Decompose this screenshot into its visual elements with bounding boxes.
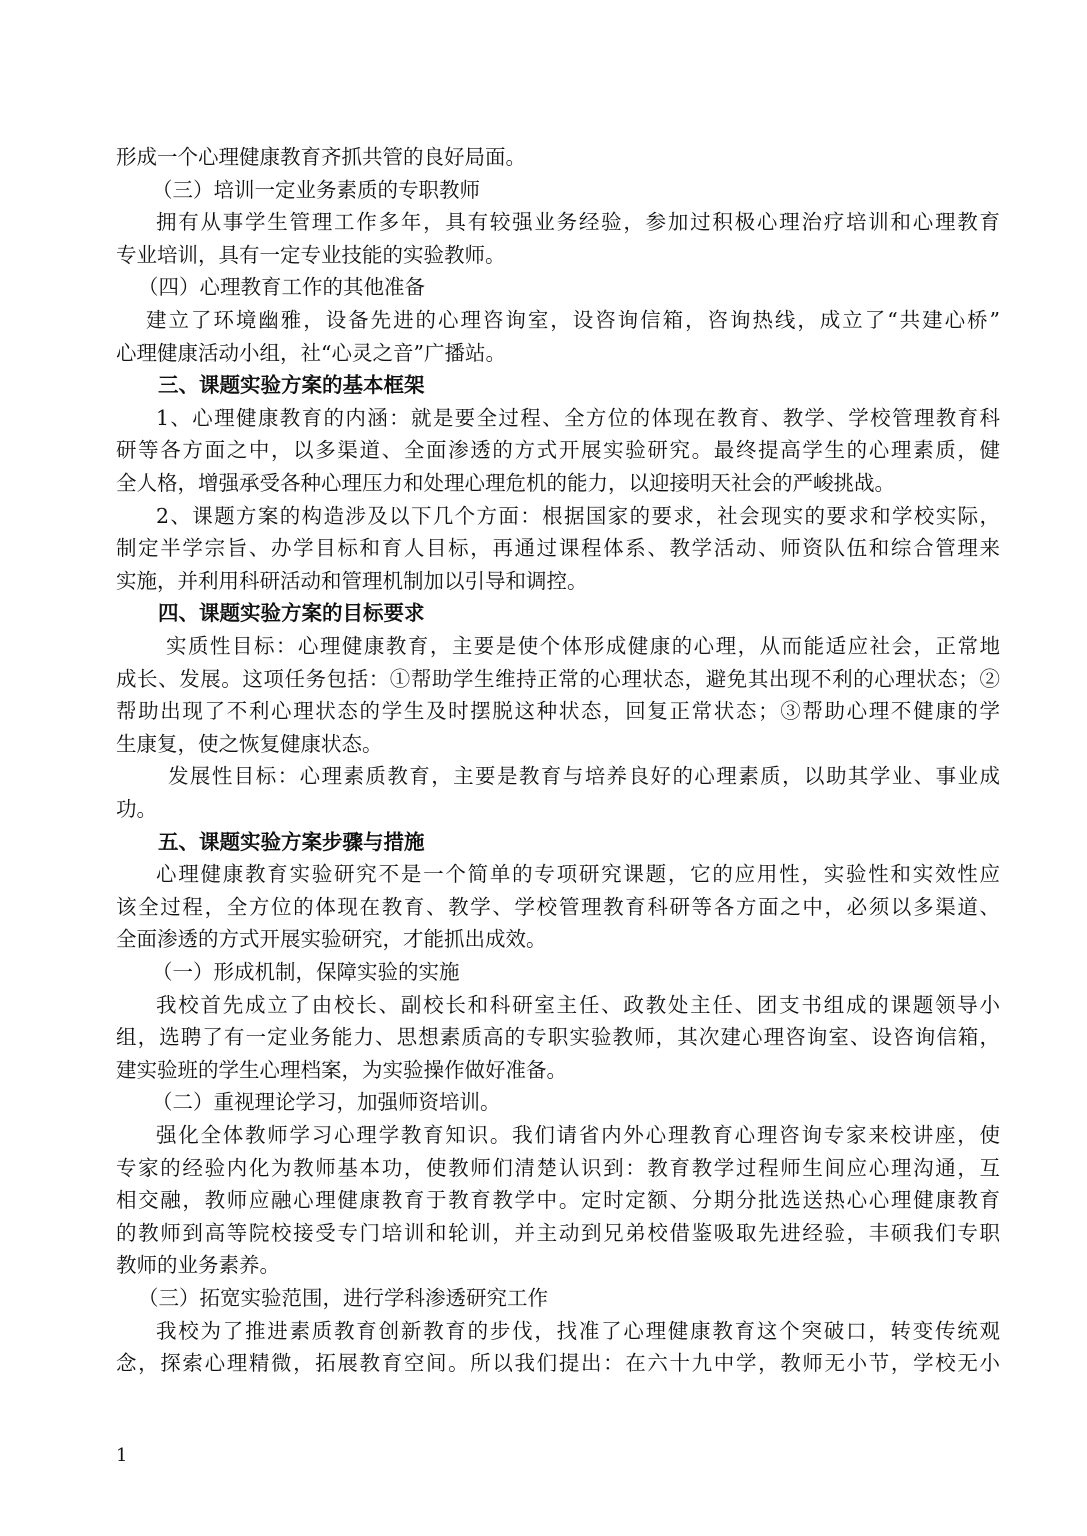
text-line: 成长、发展。这项任务包括：①帮助学生维持正常的心理状态，避免其出现不利的心理状态；② (116, 666, 1000, 691)
text-line: （一）形成机制，保障实验的实施 (152, 960, 460, 984)
text-line: 建实验班的学生心理档案，为实验操作做好准备。 (116, 1057, 567, 1082)
text-line: 全人格，增强承受各种心理压力和处理心理危机的能力，以迎接明天社会的严峻挑战。 (116, 471, 895, 495)
text-line: 拥有从事学生管理工作多年，具有较强业务经验，参加过积极心理治疗培训和心理教育 (156, 210, 1000, 235)
text-line: 形成一个心理健康教育齐抓共管的良好局面。 (116, 145, 526, 169)
text-line: 该全过程，全方位的体现在教育、教学、学校管理教育科研等各方面之中，必须以多渠道、 (116, 894, 1000, 919)
text-line: 发展性目标：心理素质教育，主要是教育与培养良好的心理素质，以助其学业、事业成 (168, 764, 1000, 789)
section-heading: 五、课题实验方案步骤与措施 (158, 829, 425, 854)
text-line: （二）重视理论学习，加强师资培训。 (152, 1090, 501, 1115)
text-line: （三）拓宽实验范围，进行学科渗透研究工作 (138, 1286, 548, 1310)
text-line: 我校首先成立了由校长、副校长和科研室主任、政教处主任、团支书组成的课题领导小 (156, 992, 1000, 1017)
text-line: 强化全体教师学习心理学教育知识。我们请省内外心理教育心理咨询专家来校讲座，使 (156, 1123, 1000, 1147)
text-line: 制定半学宗旨、办学目标和育人目标，再通过课程体系、教学活动、师资队伍和综合管理来 (116, 536, 1000, 561)
text-line: 建立了环境幽雅，设备先进的心理咨询室，设咨询信箱，咨询热线，成立了“共建心桥” (146, 308, 1000, 332)
text-line: 心理健康活动小组，社“心灵之音”广播站。 (116, 340, 506, 365)
text-line: 2、课题方案的构造涉及以下几个方面：根据国家的要求，社会现实的要求和学校实际， (156, 503, 1000, 528)
text-line: 心理健康教育实验研究不是一个简单的专项研究课题，它的应用性，实验性和实效性应 (156, 862, 1000, 887)
text-line: 教师的业务素养。 (116, 1253, 280, 1278)
text-line: 专业培训，具有一定专业技能的实验教师。 (116, 242, 506, 267)
text-line: 帮助出现了不利心理状态的学生及时摆脱这种状态，回复正常状态；③帮助心理不健康的学 (116, 699, 1000, 724)
text-line: 功。 (116, 797, 157, 821)
section-heading: 四、课题实验方案的目标要求 (158, 601, 425, 626)
text-line: 1、心理健康教育的内涵：就是要全过程、全方位的体现在教育、教学、学校管理教育科 (156, 405, 1000, 430)
text-line: 的教师到高等院校接受专门培训和轮训，并主动到兄弟校借鉴吸取先进经验，丰硕我们专职 (116, 1220, 1000, 1245)
text-line: 实质性目标：心理健康教育，主要是使个体形成健康的心理，从而能适应社会，正常地 (166, 634, 1000, 658)
text-line: 专家的经验内化为教师基本功，使教师们清楚认识到：教育教学过程师生间应心理沟通，互 (116, 1155, 1000, 1180)
text-line: 念，探索心理精微，拓展教育空间。所以我们提出：在六十九中学，教师无小节，学校无小 (116, 1351, 1000, 1376)
text-line: 研等各方面之中，以多渠道、全面渗透的方式开展实验研究。最终提高学生的心理素质，健 (116, 438, 1000, 463)
text-line: 生康复，使之恢复健康状态。 (116, 731, 383, 756)
text-line: 全面渗透的方式开展实验研究，才能抓出成效。 (116, 927, 547, 952)
text-line: 实施，并利用科研活动和管理机制加以引导和调控。 (116, 568, 588, 593)
text-line: （三）培训一定业务素质的专职教师 (152, 177, 480, 202)
section-heading: 三、课题实验方案的基本框架 (158, 373, 425, 398)
text-line: 组，选聘了有一定业务能力、思想素质高的专职实验教师，其次建心理咨询室、设咨询信箱， (116, 1025, 1000, 1050)
text-line: （四）心理教育工作的其他准备 (138, 275, 425, 300)
text-line: 我校为了推进素质教育创新教育的步伐，找准了心理健康教育这个突破口，转变传统观 (156, 1318, 1000, 1343)
text-line: 相交融，教师应融心理健康教育于教育教学中。定时定额、分期分批选送热心心理健康教育 (116, 1188, 1000, 1213)
page-number: 1 (116, 1445, 128, 1466)
